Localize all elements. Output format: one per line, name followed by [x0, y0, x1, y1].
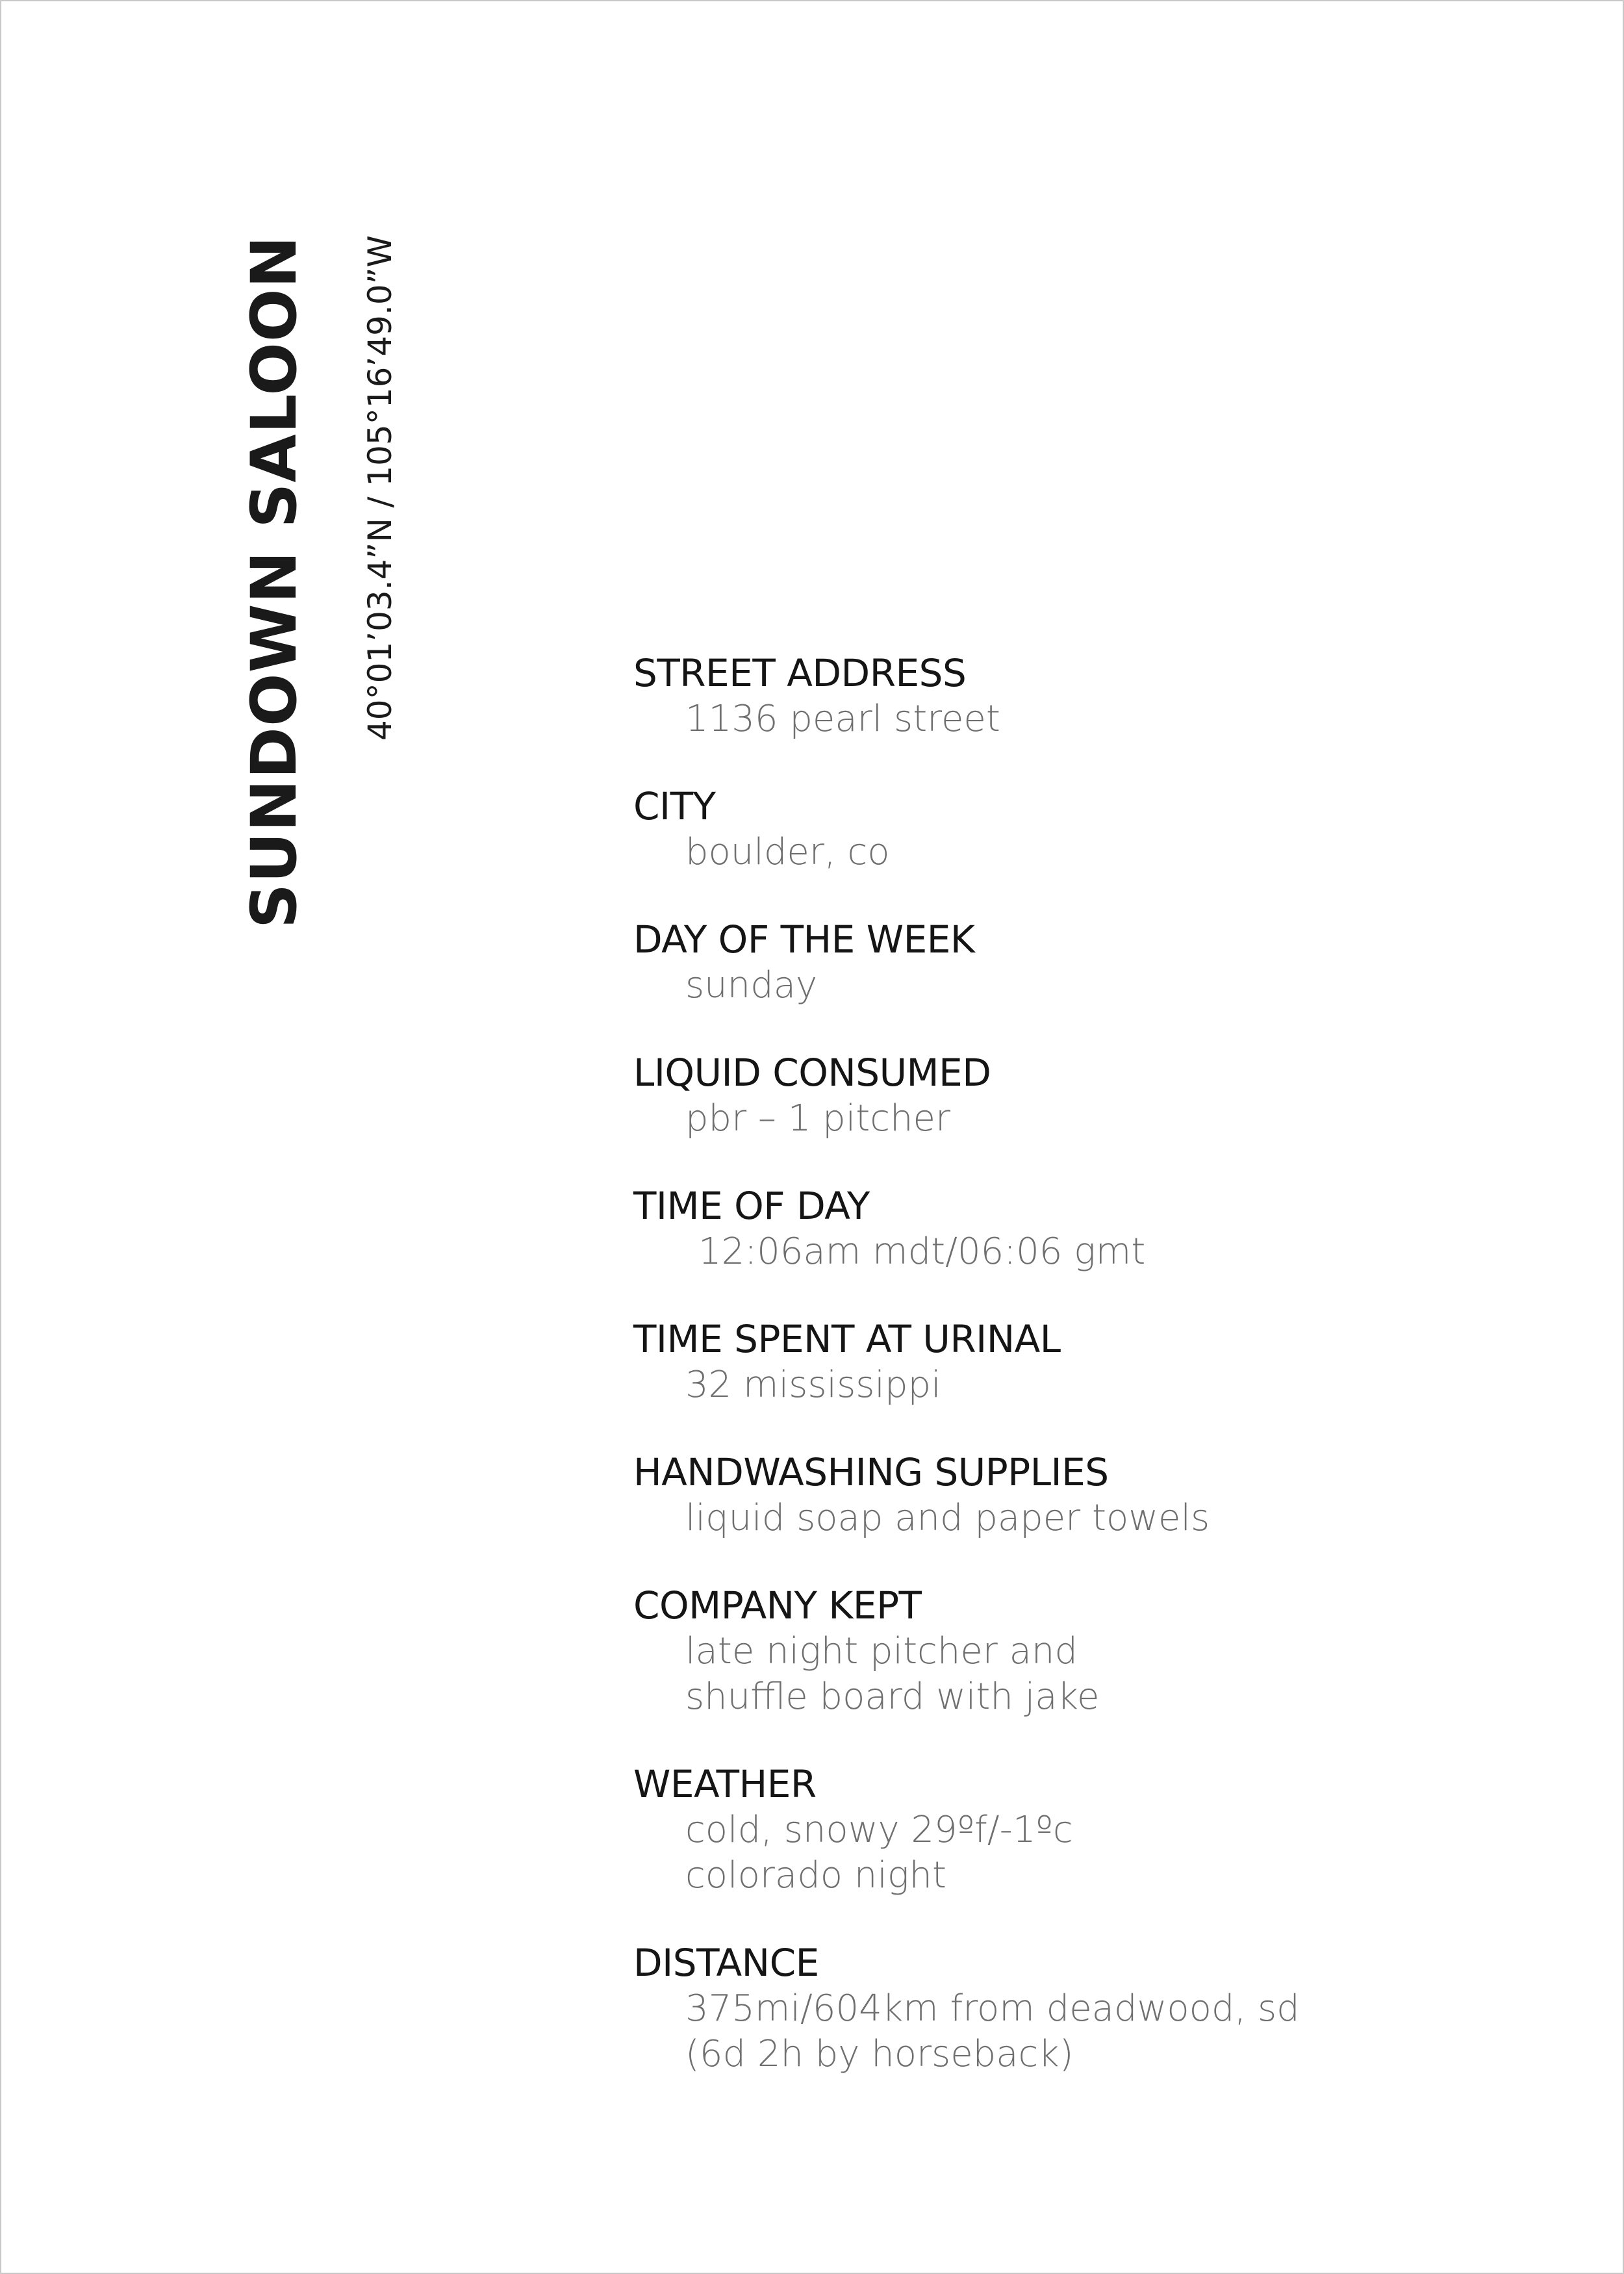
detail-company-kept — [633, 1582, 1413, 1720]
detail-value: boulder, co — [685, 831, 890, 873]
title-container — [235, 235, 313, 1067]
detail-label: HANDWASHING SUPPLIES — [633, 1450, 1109, 1494]
detail-street-address — [633, 650, 1413, 742]
detail-label: CITY — [633, 784, 716, 828]
coordinates-container — [357, 235, 403, 820]
detail-liquid-consumed — [633, 1049, 1413, 1142]
detail-value: 375mi/604km from deadwood, sd — [685, 1987, 1300, 2030]
detail-label: STREET ADDRESS — [633, 651, 967, 695]
gps-coordinates: 40°01’03.4”N / 105°16’49.0”W — [361, 235, 399, 741]
detail-label: DISTANCE — [633, 1941, 819, 1985]
detail-value: 12:06am mdt/06:06 gmt — [698, 1231, 1146, 1273]
detail-value: liquid soap and paper towels — [685, 1497, 1210, 1539]
detail-label: DAY OF THE WEEK — [633, 917, 975, 962]
detail-value: pbr – 1 pitcher — [685, 1097, 950, 1140]
detail-value: 1136 pearl street — [685, 698, 1000, 740]
detail-time-of-day — [633, 1182, 1413, 1275]
detail-value: late night pitcher and — [685, 1630, 1078, 1672]
detail-day-of-week — [633, 916, 1413, 1008]
detail-value: shuffle board with jake — [685, 1676, 1100, 1718]
detail-value: 32 mississippi — [685, 1364, 941, 1406]
detail-handwashing-supplies — [633, 1449, 1413, 1541]
detail-label: COMPANY KEPT — [633, 1583, 922, 1628]
detail-label: LIQUID CONSUMED — [633, 1051, 991, 1095]
detail-time-at-urinal — [633, 1316, 1413, 1408]
details-list — [633, 650, 1413, 2118]
detail-label: TIME OF DAY — [633, 1184, 870, 1228]
detail-value: cold, snowy 29ºf/-1ºc — [685, 1809, 1073, 1851]
detail-label: TIME SPENT AT URINAL — [633, 1317, 1061, 1361]
page-title: SUNDOWN SALOON — [238, 235, 311, 929]
detail-label: WEATHER — [633, 1762, 817, 1806]
detail-value: colorado night — [685, 1854, 946, 1897]
detail-distance — [633, 1939, 1413, 2077]
detail-weather — [633, 1761, 1413, 1898]
detail-value: sunday — [685, 964, 818, 1006]
detail-city — [633, 783, 1413, 875]
detail-value: (6d 2h by horseback) — [685, 2033, 1074, 2075]
